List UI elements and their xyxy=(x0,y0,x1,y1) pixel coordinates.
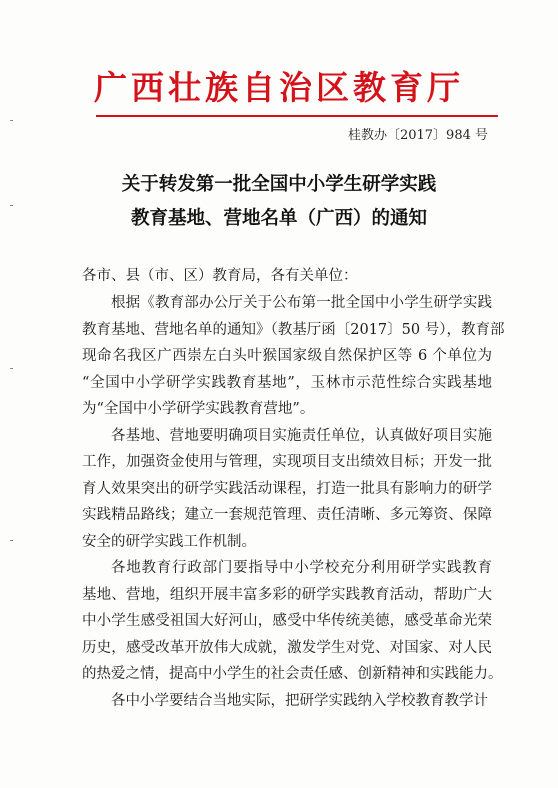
notice-title-line-1: 关于转发第一批全国中小学生研学实践 xyxy=(121,174,437,195)
body-line: 基地、营地，组织开展丰富多彩的研学实践教育活动，帮助广大 xyxy=(82,586,492,603)
document-number: 桂教办〔2017〕984 号 xyxy=(347,128,488,143)
notice-title-line-2: 教育基地、营地名单（广西）的通知 xyxy=(130,208,427,229)
body-line: 现命名我区广西崇左白头叶猴国家级自然保护区等 6 个单位为 xyxy=(82,348,492,364)
body-line: 历史，感受改革开放伟大成就，激发学生对党、对国家、对人民 xyxy=(82,639,492,656)
body-line: 中小学生感受祖国大好河山，感受中华传统美德，感受革命光荣 xyxy=(82,613,492,629)
scan-margin-mark xyxy=(10,205,13,206)
scan-margin-mark xyxy=(10,540,13,541)
notice-title xyxy=(0,168,558,236)
red-header-rule xyxy=(96,115,498,117)
body-line: 工作，加强资金使用与管理，实现项目支出绩效目标；开发一批 xyxy=(82,454,492,470)
body-line: 育人效果突出的研学实践活动课程，打造一批具有影响力的研学 xyxy=(82,480,492,497)
body-line: 实践精品路线；建立一套规范管理、责任清晰、多元筹资、保障 xyxy=(82,507,492,523)
body-line: 为“全国中小学研学实践教育营地”。 xyxy=(82,401,315,417)
scan-margin-mark xyxy=(10,368,13,369)
body-line: 根据《教育部办公厅关于公布第一批全国中小学生研学实践 xyxy=(111,295,492,311)
issuing-authority-title: 广西壮族自治区教育厅 xyxy=(94,68,464,107)
body-line: 教育基地、营地名单的通知》（教基厅函〔2017〕50 号），教育部 xyxy=(82,321,505,338)
body-line: 各地教育行政部门要指导中小学校充分利用研学实践教育 xyxy=(111,560,492,576)
scan-margin-mark xyxy=(10,120,13,121)
body-paragraph xyxy=(82,290,505,423)
body-line: 各基地、营地要明确项目实施责任单位，认真做好项目实施 xyxy=(111,427,492,444)
body-paragraph xyxy=(82,688,492,715)
salutation: 各市、县（市、区）教育局，各有关单位： xyxy=(82,268,358,284)
body-paragraph xyxy=(82,555,503,688)
body-text xyxy=(82,290,505,714)
body-paragraph xyxy=(82,423,492,556)
body-line: 安全的研学实践工作机制。 xyxy=(82,533,256,550)
body-line: 各中小学要结合当地实际，把研学实践纳入学校教育教学计 xyxy=(111,692,488,709)
body-line: 的热爱之情，提高中小学生的社会责任感、创新精神和实践能力。 xyxy=(82,666,503,682)
body-line: “全国中小学研学实践教育基地”，玉林市示范性综合实践基地 xyxy=(82,374,492,391)
